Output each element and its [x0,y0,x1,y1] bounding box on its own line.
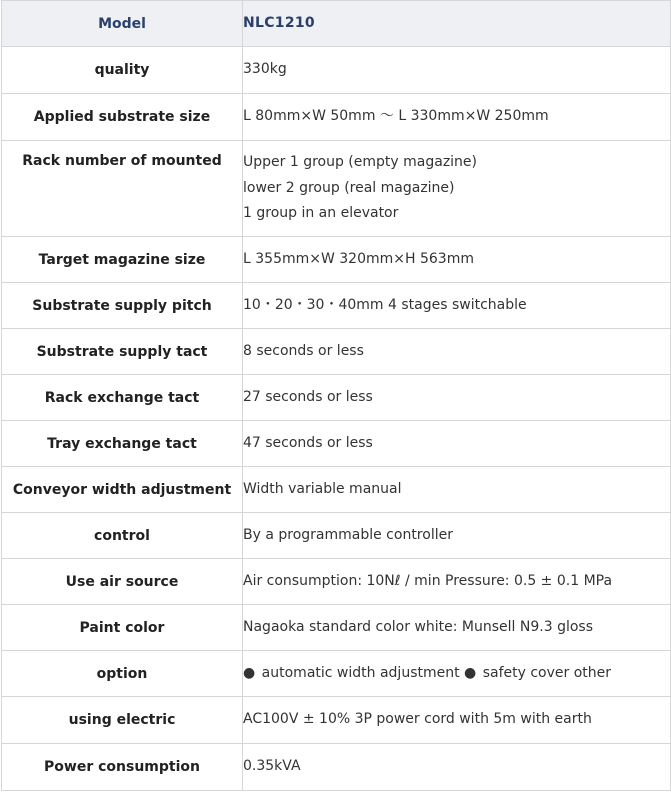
table-row [2,559,671,605]
row-value: 10・20・30・40mm 4 stages switchable [243,283,671,329]
row-label: Rack exchange tact [2,375,243,421]
table-row [2,467,671,513]
option-text: automatic width adjustment [261,664,460,681]
table-row [2,329,671,375]
row-value-line: Upper 1 group (empty magazine) [243,154,478,171]
row-value: L 80mm×W 50mm ～ L 330mm×W 250mm [243,94,671,141]
row-value-line: lower 2 group (real magazine) [243,179,455,196]
row-value [243,141,671,237]
row-value: 330kg [243,47,671,94]
row-value [243,651,671,697]
table-row [2,237,671,283]
row-value: By a programmable controller [243,513,671,559]
row-label-text: Rack number of mounted [22,153,222,169]
row-label: quality [2,47,243,94]
row-label: option [2,651,243,697]
row-value: Width variable manual [243,467,671,513]
row-value: 47 seconds or less [243,421,671,467]
table-header-row [2,1,671,47]
row-label: Applied substrate size [2,94,243,141]
row-label: Target magazine size [2,237,243,283]
row-value: 27 seconds or less [243,375,671,421]
row-value-line: 1 group in an elevator [243,205,399,222]
header-label: Model [2,1,243,47]
row-value: Air consumption: 10Nℓ / min Pressure: 0.5 ± 0.1 MPa [243,559,671,605]
row-label: Paint color [2,605,243,651]
header-value: NLC1210 [243,1,671,47]
row-value: 8 seconds or less [243,329,671,375]
bullet-icon: ● [464,664,477,681]
row-value: AC100V ± 10% 3P power cord with 5m with earth [243,697,671,744]
row-label: using electric [2,697,243,744]
row-label: Substrate supply pitch [2,283,243,329]
table-row [2,651,671,697]
row-label: Power consumption [2,744,243,791]
row-label: Conveyor width adjustment [2,467,243,513]
row-label: Tray exchange tact [2,421,243,467]
row-value: L 355mm×W 320mm×H 563mm [243,237,671,283]
bullet-icon: ● [243,664,256,681]
table-row [2,375,671,421]
row-value: 0.35kVA [243,744,671,791]
option-text: safety cover other [482,664,612,681]
table-row [2,283,671,329]
table-row [2,141,671,237]
row-label [2,141,243,237]
table-row [2,605,671,651]
table-row [2,744,671,791]
table-row [2,697,671,744]
table-row [2,94,671,141]
table-row [2,47,671,94]
row-label: Substrate supply tact [2,329,243,375]
row-label: Use air source [2,559,243,605]
table-row [2,513,671,559]
row-label: control [2,513,243,559]
table-row [2,421,671,467]
spec-table [1,0,671,791]
row-value: Nagaoka standard color white: Munsell N9.3 gloss [243,605,671,651]
